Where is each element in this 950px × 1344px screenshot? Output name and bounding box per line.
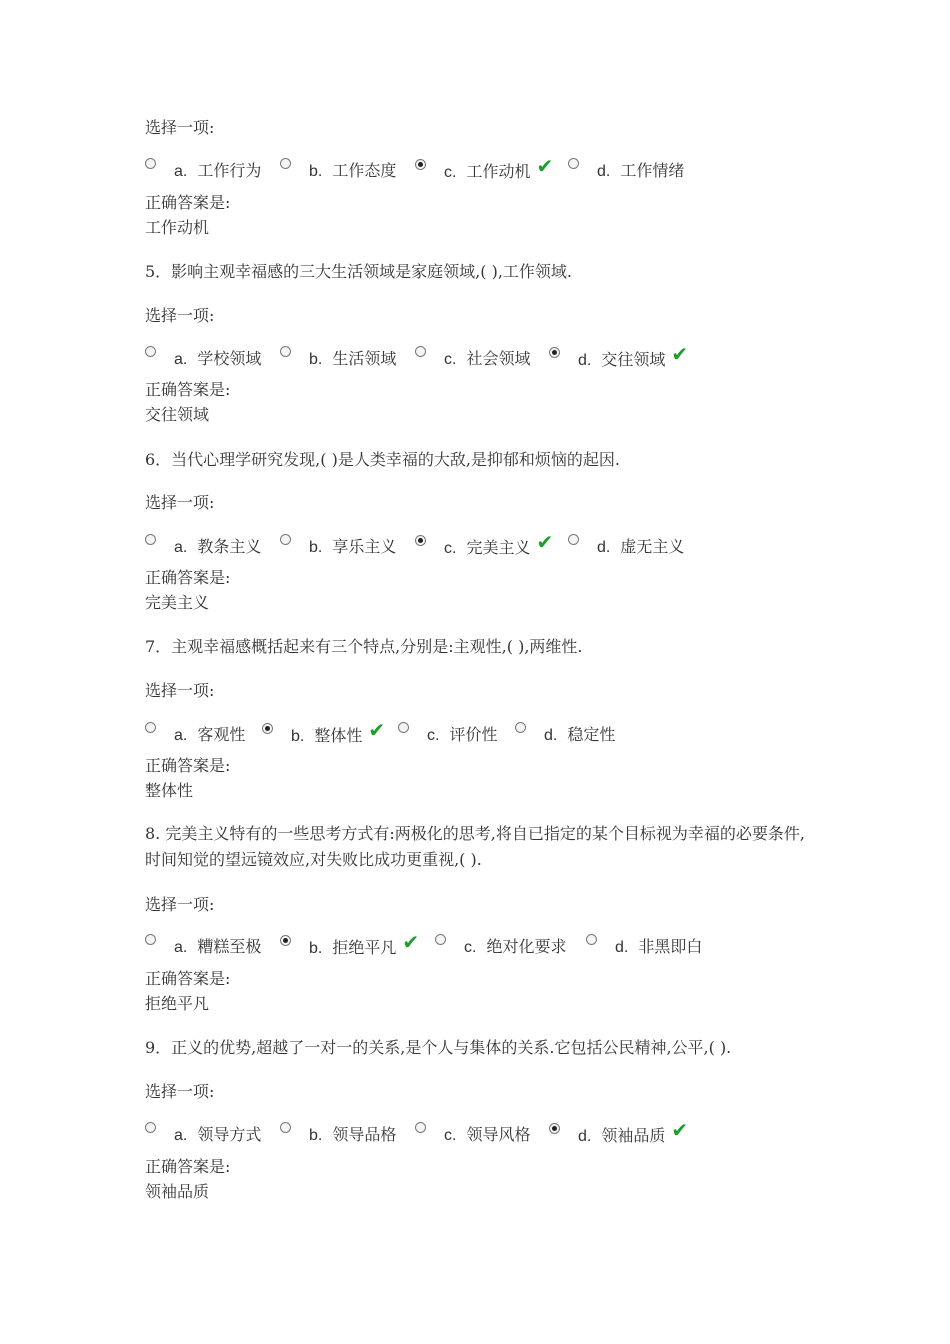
- correct-answer: 整体性: [145, 781, 194, 800]
- correct-answer-label: 正确答案是:: [145, 756, 231, 775]
- option-label: 生活领域: [332, 349, 397, 368]
- choose-one-label: 选择一项:: [145, 681, 215, 700]
- option-label: 稳定性: [567, 725, 616, 744]
- check-mark-icon: ✔: [368, 718, 386, 742]
- option-d[interactable]: d. 稳定性: [515, 722, 615, 745]
- correct-answer-label: 正确答案是:: [145, 193, 231, 212]
- option-label: 客观性: [197, 725, 246, 744]
- option-label: 虚无主义: [620, 537, 685, 556]
- radio-button-selected[interactable]: [549, 1123, 560, 1134]
- option-label: 拒绝平凡: [332, 938, 397, 957]
- radio-button[interactable]: [145, 534, 156, 545]
- radio-button[interactable]: [145, 1122, 156, 1133]
- check-mark-icon: ✔: [402, 930, 420, 954]
- radio-button[interactable]: [280, 158, 291, 169]
- option-a[interactable]: a. 教条主义: [145, 534, 261, 557]
- correct-answer-label: 正确答案是:: [145, 969, 231, 988]
- option-d[interactable]: d. 工作情绪: [568, 158, 684, 181]
- correct-answer: 领袖品质: [145, 1182, 210, 1201]
- option-b[interactable]: b. 享乐主义: [280, 534, 396, 557]
- question-text: 8. 完美主义特有的一些思考方式有:两极化的思考,将自已指定的某个目标视为幸福的必要条件,时间知觉的望远镜效应,对失败比成功更重视,( ).: [145, 824, 805, 869]
- option-b[interactable]: b. 拒绝平凡 ✔: [280, 934, 419, 958]
- option-c[interactable]: c. 评价性: [398, 722, 497, 745]
- radio-button[interactable]: [280, 1122, 291, 1133]
- option-label: 工作行为: [197, 161, 262, 180]
- option-a[interactable]: a. 工作行为: [145, 158, 261, 181]
- option-c[interactable]: c. 社会领域: [415, 346, 530, 369]
- option-d[interactable]: d. 虚无主义: [568, 534, 684, 557]
- question-text: 7．主观幸福感概括起来有三个特点,分别是:主观性,( ),两维性.: [145, 637, 583, 656]
- option-label: 非黑即白: [638, 937, 703, 956]
- option-label: 工作情绪: [620, 161, 685, 180]
- radio-button[interactable]: [145, 722, 156, 733]
- option-a[interactable]: a. 领导方式: [145, 1122, 261, 1145]
- radio-button[interactable]: [415, 346, 426, 357]
- option-label: 社会领域: [466, 349, 531, 368]
- correct-answer-label: 正确答案是:: [145, 1157, 231, 1176]
- radio-button[interactable]: [435, 934, 446, 945]
- option-b[interactable]: b. 整体性 ✔: [262, 722, 385, 746]
- option-d[interactable]: d. 交往领域 ✔: [549, 346, 688, 370]
- option-c[interactable]: c. 工作动机 ✔: [415, 158, 553, 182]
- check-mark-icon: ✔: [536, 154, 554, 178]
- option-label: 糟糕至极: [197, 937, 262, 956]
- option-label: 绝对化要求: [486, 937, 567, 956]
- option-a[interactable]: a. 学校领域: [145, 346, 261, 369]
- question-text: 6．当代心理学研究发现,( )是人类幸福的大敌,是抑郁和烦恼的起因.: [145, 450, 621, 469]
- radio-button[interactable]: [568, 158, 579, 169]
- option-label: 领导品格: [332, 1125, 397, 1144]
- radio-button[interactable]: [398, 722, 409, 733]
- correct-answer-label: 正确答案是:: [145, 568, 231, 587]
- radio-button[interactable]: [145, 158, 156, 169]
- option-label: 领导方式: [197, 1125, 262, 1144]
- choose-one-label: 选择一项:: [145, 118, 215, 137]
- radio-button[interactable]: [145, 934, 156, 945]
- option-d[interactable]: d. 非黑即白: [586, 934, 702, 957]
- option-label: 整体性: [314, 726, 363, 745]
- correct-answer-label: 正确答案是:: [145, 380, 231, 399]
- correct-answer: 拒绝平凡: [145, 994, 210, 1013]
- radio-button[interactable]: [415, 1122, 426, 1133]
- option-label: 完美主义: [466, 538, 531, 557]
- choose-one-label: 选择一项:: [145, 1082, 215, 1101]
- option-label: 学校领域: [197, 349, 262, 368]
- question-text: 9．正义的优势,超越了一对一的关系,是个人与集体的关系.它包括公民精神,公平,( ).: [145, 1038, 732, 1057]
- option-label: 评价性: [449, 725, 498, 744]
- option-c[interactable]: c. 领导风格: [415, 1122, 530, 1145]
- option-label: 工作动机: [466, 162, 531, 181]
- radio-button-selected[interactable]: [415, 159, 426, 170]
- check-mark-icon: ✔: [536, 530, 554, 554]
- radio-button-selected[interactable]: [280, 935, 291, 946]
- radio-button[interactable]: [515, 722, 526, 733]
- option-a[interactable]: a. 客观性: [145, 722, 245, 745]
- option-label: 领导风格: [466, 1125, 531, 1144]
- option-a[interactable]: a. 糟糕至极: [145, 934, 261, 957]
- radio-button[interactable]: [568, 534, 579, 545]
- check-mark-icon: ✔: [671, 1118, 689, 1142]
- option-label: 交往领域: [601, 350, 666, 369]
- choose-one-label: 选择一项:: [145, 895, 215, 914]
- radio-button[interactable]: [280, 534, 291, 545]
- option-label: 教条主义: [197, 537, 262, 556]
- radio-button[interactable]: [145, 346, 156, 357]
- radio-button-selected[interactable]: [415, 535, 426, 546]
- correct-answer: 工作动机: [145, 218, 210, 237]
- option-b[interactable]: b. 生活领域: [280, 346, 396, 369]
- radio-button-selected[interactable]: [549, 347, 560, 358]
- radio-button[interactable]: [586, 934, 597, 945]
- option-b[interactable]: b. 领导品格: [280, 1122, 396, 1145]
- radio-button-selected[interactable]: [262, 723, 273, 734]
- correct-answer: 交往领域: [145, 405, 210, 424]
- radio-button[interactable]: [280, 346, 291, 357]
- option-d[interactable]: d. 领袖品质 ✔: [549, 1122, 688, 1146]
- option-label: 领袖品质: [601, 1126, 666, 1145]
- correct-answer: 完美主义: [145, 593, 210, 612]
- option-c[interactable]: c. 完美主义 ✔: [415, 534, 553, 558]
- choose-one-label: 选择一项:: [145, 493, 215, 512]
- check-mark-icon: ✔: [671, 342, 689, 366]
- choose-one-label: 选择一项:: [145, 306, 215, 325]
- option-label: 享乐主义: [332, 537, 397, 556]
- option-label: 工作态度: [332, 161, 397, 180]
- question-text: 5．影响主观幸福感的三大生活领域是家庭领域,( ),工作领域.: [145, 262, 573, 281]
- option-c[interactable]: c. 绝对化要求: [435, 934, 566, 957]
- option-b[interactable]: b. 工作态度: [280, 158, 396, 181]
